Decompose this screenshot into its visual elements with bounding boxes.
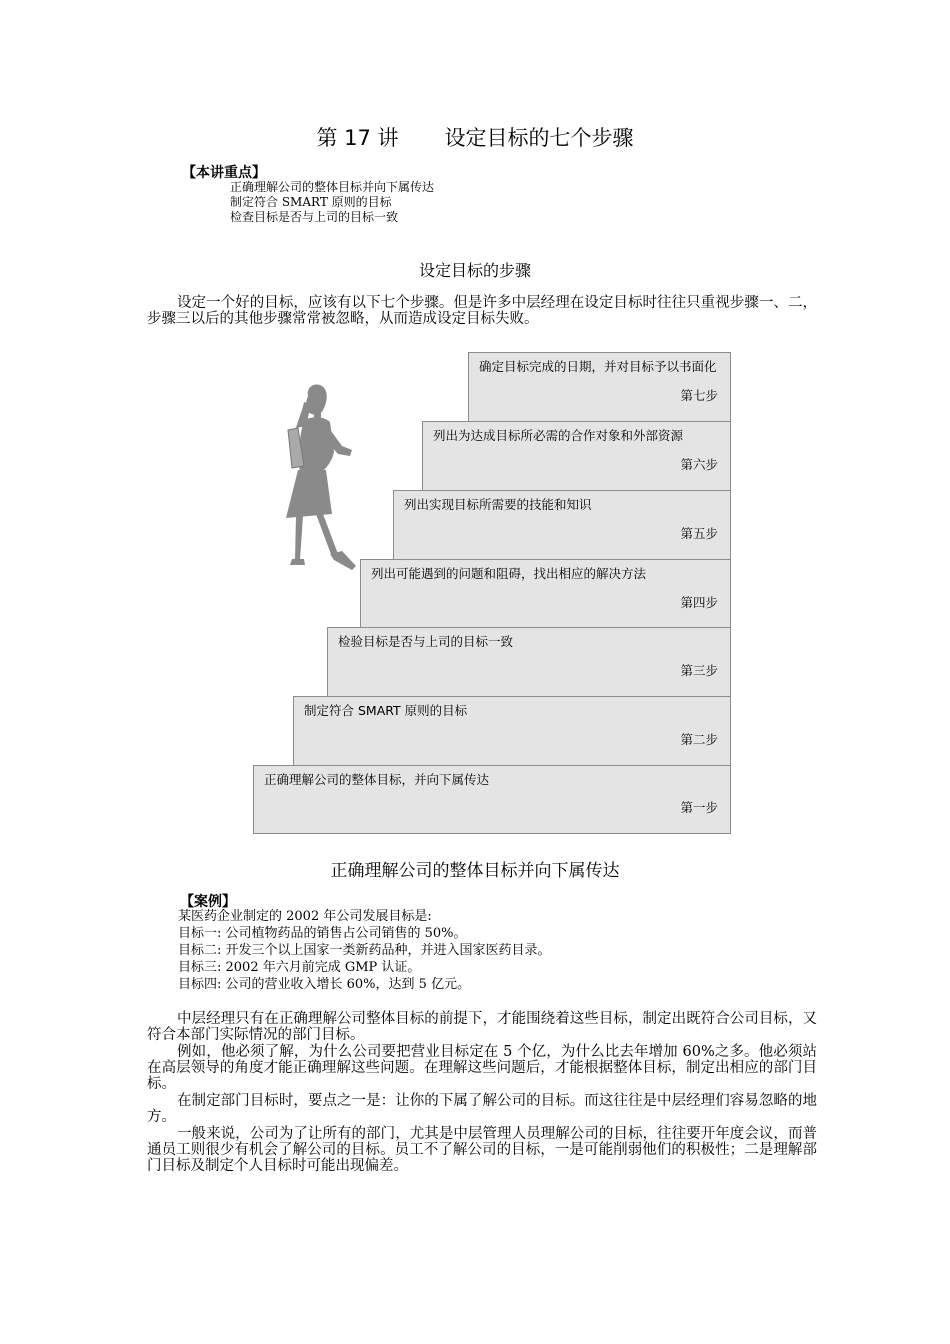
step-seven-box xyxy=(468,352,731,422)
step-four-box xyxy=(360,559,731,629)
case-line: 目标二: 开发三个以上国家一类新药品种，并进入国家医药目录。 xyxy=(178,943,551,958)
walking-woman-figure-icon xyxy=(276,382,366,577)
case-line: 目标一: 公司植物药品的销售占公司销售的 50%。 xyxy=(178,926,467,941)
step-one-box xyxy=(253,765,731,834)
step-label: 第二步 xyxy=(680,732,718,747)
step-five-box xyxy=(393,490,731,560)
body-paragraph: 中层经理只有在正确理解公司整体目标的前提下，才能围绕着这些目标，制定出既符合公司目标，又符合本部门实际情况的部门目标。 xyxy=(147,1011,817,1043)
step-text: 制定符合 SMART 原则的目标 xyxy=(304,703,468,718)
step-text: 列出实现目标所需要的技能和知识 xyxy=(404,497,592,512)
lecture-title: 设定目标的七个步骤 xyxy=(444,126,634,150)
step-text: 列出可能遇到的问题和阻碍，找出相应的解决方法 xyxy=(371,566,647,581)
lecture-number: 第 17 讲 xyxy=(316,126,399,150)
page-title xyxy=(0,122,950,152)
step-label: 第五步 xyxy=(680,526,718,541)
step-six-box xyxy=(422,421,731,491)
case-line: 目标四: 公司的营业收入增长 60%，达到 5 亿元。 xyxy=(178,977,471,992)
step-text: 确定目标完成的日期，并对目标予以书面化 xyxy=(479,359,717,374)
case-label: 【案例】 xyxy=(180,894,236,910)
step-label: 第一步 xyxy=(680,800,718,815)
section-heading: 设定目标的步骤 xyxy=(418,261,531,280)
intro-paragraph: 设定一个好的目标，应该有以下七个步骤。但是许多中层经理在设定目标时往往只重视步骤一、二，步骤三以后的其他步骤常常被忽略，从而造成设定目标失败。 xyxy=(147,295,817,327)
key-point-item: 检查目标是否与上司的目标一致 xyxy=(230,210,399,224)
case-line: 某医药企业制定的 2002 年公司发展目标是: xyxy=(178,909,432,924)
section-heading: 正确理解公司的整体目标并向下属传达 xyxy=(330,861,620,881)
step-text: 列出为达成目标所必需的合作对象和外部资源 xyxy=(433,428,684,443)
step-text: 正确理解公司的整体目标，并向下属传达 xyxy=(264,772,490,787)
step-label: 第六步 xyxy=(680,457,718,472)
step-text: 检验目标是否与上司的目标一致 xyxy=(338,634,514,649)
key-point-item: 正确理解公司的整体目标并向下属传达 xyxy=(230,180,435,194)
body-paragraph: 例如，他必须了解，为什么公司要把营业目标定在 5 个亿，为什么比去年增加 60%之多。他必须站在高层领导的角度才能正确理解这些问题。在理解这些问题后，才能根据整体目标，制定出相应的部门目标。 xyxy=(147,1044,817,1092)
step-label: 第七步 xyxy=(680,388,718,403)
step-label: 第四步 xyxy=(680,595,718,610)
body-paragraph: 一般来说，公司为了让所有的部门，尤其是中层管理人员理解公司的目标，往往要开年度会议，而普通员工则很少有机会了解公司的目标。员工不了解公司的目标，一是可能削弱他们的积极性；二是理解部门目标及制定个人目标时可能出现偏差。 xyxy=(147,1126,817,1174)
key-points-label: 【本讲重点】 xyxy=(182,165,266,181)
case-line: 目标三: 2002 年六月前完成 GMP 认证。 xyxy=(178,960,421,975)
step-three-box xyxy=(327,627,731,697)
step-label: 第三步 xyxy=(680,663,718,678)
step-two-box xyxy=(293,696,731,766)
key-point-item: 制定符合 SMART 原则的目标 xyxy=(230,195,392,209)
body-paragraph: 在制定部门目标时，要点之一是：让你的下属了解公司的目标。而这往往是中层经理们容易忽略的地方。 xyxy=(147,1093,817,1125)
